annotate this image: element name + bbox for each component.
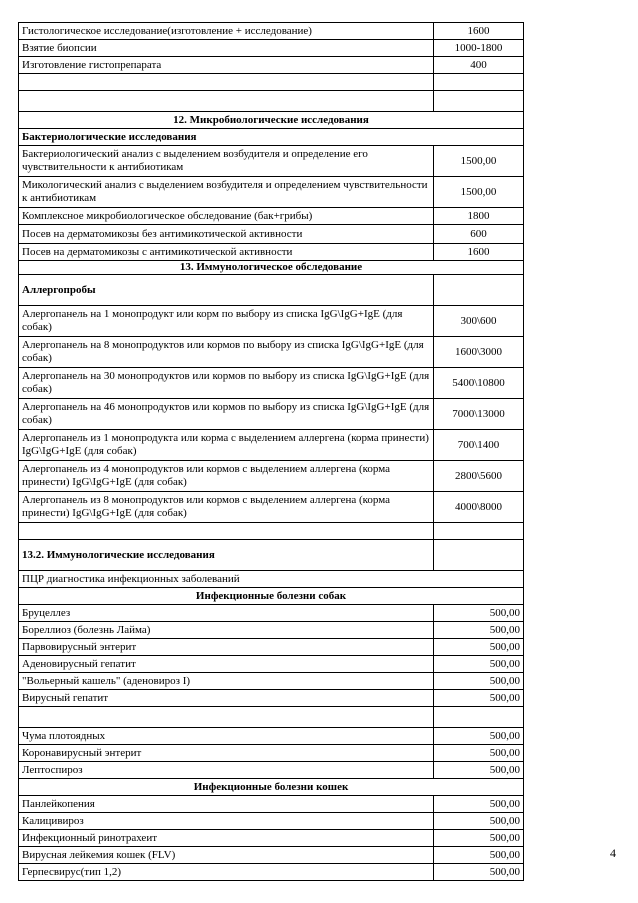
table-row <box>19 306 524 337</box>
table-row <box>19 146 524 177</box>
service-name: Парвовирусный энтерит <box>19 639 434 656</box>
service-price: 500,00 <box>434 673 524 690</box>
price-table <box>18 22 524 881</box>
service-name: Посев на дерматомикозы без антимикотической активности <box>19 225 434 244</box>
table-row <box>19 523 524 540</box>
service-price: 2800\5600 <box>434 461 524 492</box>
service-price: 300\600 <box>434 306 524 337</box>
table-row <box>19 796 524 813</box>
service-name: Алергопанель из 1 монопродукта или корма с выделением аллергена (корма принести) IgG\IgG+IgE (для собак) <box>19 430 434 461</box>
service-name: Алергопанель на 1 монопродукт или корм по выбору из списка IgG\IgG+IgE (для собак) <box>19 306 434 337</box>
service-name: Взятие биопсии <box>19 40 434 57</box>
table-row <box>19 813 524 830</box>
section-heading-row <box>19 779 524 796</box>
table-row <box>19 745 524 762</box>
service-name: Алергопанель из 8 монопродуктов или кормов с выделением аллергена (корма принести) IgG\IgG+IgE (для собак) <box>19 492 434 523</box>
service-name: Комплексное микробиологическое обследование (бак+грибы) <box>19 208 434 225</box>
service-name <box>19 74 434 91</box>
page-number: 4 <box>610 846 616 860</box>
section-heading: 12. Микробиологические исследования <box>19 112 524 129</box>
service-name <box>19 91 434 112</box>
section-heading: Инфекционные болезни кошек <box>19 779 524 796</box>
service-name: Алергопанель на 46 монопродуктов или кормов по выбору из списка IgG\IgG+IgE (для собак) <box>19 399 434 430</box>
table-row <box>19 707 524 728</box>
service-price: 500,00 <box>434 605 524 622</box>
service-price <box>434 74 524 91</box>
table-row <box>19 673 524 690</box>
service-name: Вирусная лейкемия кошек (FLV) <box>19 847 434 864</box>
table-row <box>19 74 524 91</box>
table-row <box>19 540 524 571</box>
service-price: 600 <box>434 225 524 244</box>
service-name: Калицивироз <box>19 813 434 830</box>
service-price: 500,00 <box>434 622 524 639</box>
service-price: 500,00 <box>434 656 524 673</box>
service-name: Чума плотоядных <box>19 728 434 745</box>
subsection-heading-row <box>19 129 524 146</box>
service-price: 1600 <box>434 244 524 261</box>
table-row <box>19 368 524 399</box>
service-price: 500,00 <box>434 813 524 830</box>
table-row <box>19 177 524 208</box>
table-row <box>19 40 524 57</box>
table-row <box>19 399 524 430</box>
service-name: Лептоспироз <box>19 762 434 779</box>
subsection-heading: Аллергопробы <box>19 275 434 306</box>
subsection-heading: Бактериологические исследования <box>19 129 524 146</box>
service-price: 1000-1800 <box>434 40 524 57</box>
service-name: Аденовирусный гепатит <box>19 656 434 673</box>
section-heading-row <box>19 112 524 129</box>
section-heading: Инфекционные болезни собак <box>19 588 524 605</box>
service-name: Герпесвирус(тип 1,2) <box>19 864 434 881</box>
table-row <box>19 492 524 523</box>
service-price: 500,00 <box>434 745 524 762</box>
table-row <box>19 728 524 745</box>
service-price: 500,00 <box>434 796 524 813</box>
table-row <box>19 430 524 461</box>
service-price: 1600\3000 <box>434 337 524 368</box>
service-name: ПЦР диагностика инфекционных заболеваний <box>19 571 524 588</box>
table-row <box>19 830 524 847</box>
service-price: 500,00 <box>434 864 524 881</box>
service-price: 1500,00 <box>434 146 524 177</box>
service-name: Бруцеллез <box>19 605 434 622</box>
service-name: Инфекционный ринотрахеит <box>19 830 434 847</box>
service-name: Алергопанель из 4 монопродуктов или кормов с выделением аллергена (корма принести) IgG\IgG+IgE (для собак) <box>19 461 434 492</box>
service-name: Панлейкопения <box>19 796 434 813</box>
service-name: Гистологическое исследование(изготовление + исследование) <box>19 23 434 40</box>
table-row <box>19 864 524 881</box>
table-row <box>19 225 524 244</box>
table-row <box>19 244 524 261</box>
service-name: Алергопанель на 30 монопродуктов или кормов по выбору из списка IgG\IgG+IgE (для собак) <box>19 368 434 399</box>
service-price: 500,00 <box>434 639 524 656</box>
table-row <box>19 656 524 673</box>
section-heading-row <box>19 261 524 275</box>
service-price: 7000\13000 <box>434 399 524 430</box>
table-row <box>19 847 524 864</box>
service-price <box>434 540 524 571</box>
service-name: Коронавирусный энтерит <box>19 745 434 762</box>
service-price: 1800 <box>434 208 524 225</box>
service-name: Вирусный гепатит <box>19 690 434 707</box>
table-row <box>19 622 524 639</box>
service-name: Посев на дерматомикозы с антимикотической активности <box>19 244 434 261</box>
table-row <box>19 690 524 707</box>
subsection-heading: 13.2. Иммунологические исследования <box>19 540 434 571</box>
table-row <box>19 762 524 779</box>
table-row <box>19 571 524 588</box>
service-price: 500,00 <box>434 830 524 847</box>
service-name <box>19 707 434 728</box>
table-row <box>19 605 524 622</box>
service-price: 1600 <box>434 23 524 40</box>
table-row <box>19 57 524 74</box>
service-price: 500,00 <box>434 847 524 864</box>
table-row <box>19 91 524 112</box>
section-heading: 13. Иммунологическое обследование <box>19 261 524 275</box>
service-name: Изготовление гистопрепарата <box>19 57 434 74</box>
service-price: 700\1400 <box>434 430 524 461</box>
service-price: 500,00 <box>434 690 524 707</box>
service-price <box>434 91 524 112</box>
service-price: 5400\10800 <box>434 368 524 399</box>
table-row <box>19 23 524 40</box>
service-price <box>434 523 524 540</box>
service-name: Алергопанель на 8 монопродуктов или кормов по выбору из списка IgG\IgG+IgE (для собак) <box>19 337 434 368</box>
service-name: Бореллиоз (болезнь Лайма) <box>19 622 434 639</box>
table-row <box>19 461 524 492</box>
service-price: 500,00 <box>434 762 524 779</box>
table-row <box>19 337 524 368</box>
service-name: Микологический анализ с выделением возбудителя и определением чувствительности к антибиотикам <box>19 177 434 208</box>
table-row <box>19 639 524 656</box>
service-price: 400 <box>434 57 524 74</box>
service-price <box>434 275 524 306</box>
service-price: 500,00 <box>434 728 524 745</box>
table-row <box>19 275 524 306</box>
service-name: "Вольерный кашель" (аденовироз I) <box>19 673 434 690</box>
service-price: 4000\8000 <box>434 492 524 523</box>
service-price: 1500,00 <box>434 177 524 208</box>
service-name: Бактериологический анализ с выделением возбудителя и определение его чувствительности к антибиотикам <box>19 146 434 177</box>
service-price <box>434 707 524 728</box>
table-row <box>19 208 524 225</box>
service-name <box>19 523 434 540</box>
section-heading-row <box>19 588 524 605</box>
